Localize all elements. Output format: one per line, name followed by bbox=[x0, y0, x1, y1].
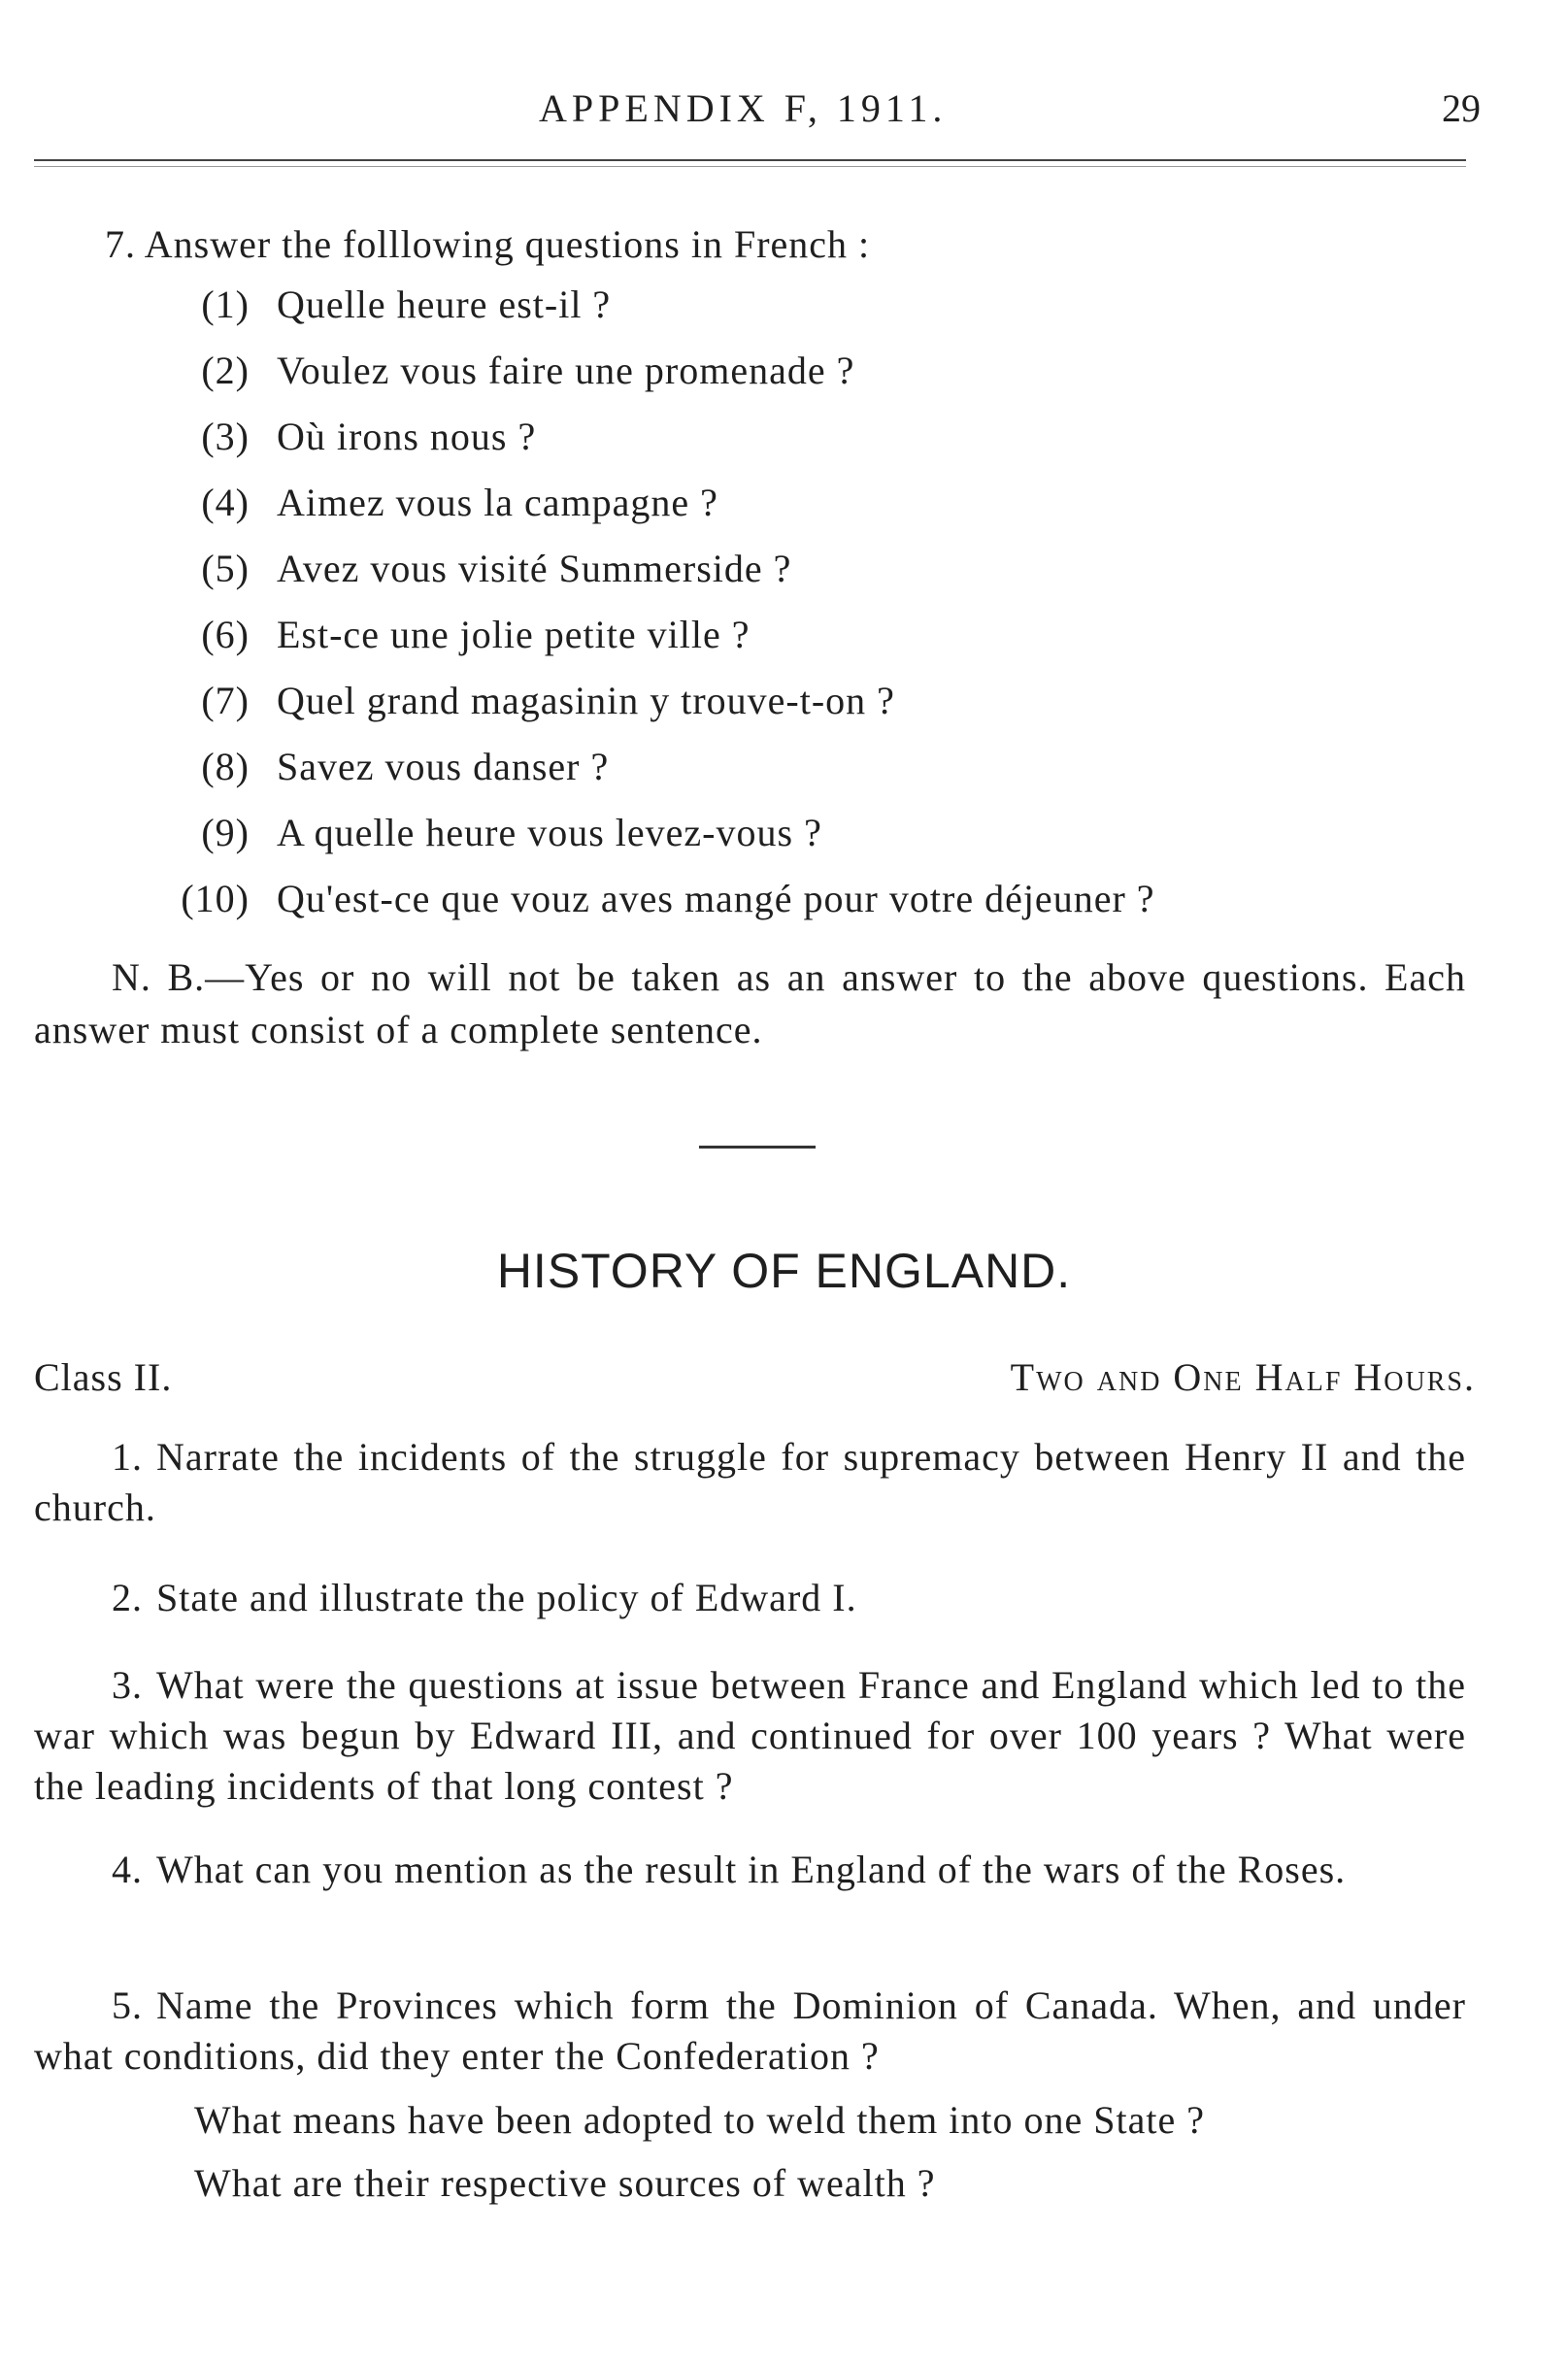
item-number: (5) bbox=[201, 547, 250, 590]
history-question-5 bbox=[34, 1981, 1466, 2082]
item-text: Est-ce une jolie petite ville ? bbox=[277, 613, 751, 656]
list-item bbox=[160, 612, 1155, 678]
list-item bbox=[160, 348, 1155, 414]
item-text: Avez vous visité Summerside ? bbox=[277, 547, 792, 590]
list-item bbox=[160, 546, 1155, 612]
question-number: 4. bbox=[112, 1848, 143, 1891]
class-label: Class II. bbox=[34, 1355, 173, 1399]
list-item bbox=[160, 810, 1155, 876]
section-divider bbox=[699, 1146, 816, 1149]
question-text: Name the Provinces which form the Dominion of Canada. When, and under what conditions, did they enter the Confederation ? bbox=[34, 1983, 1466, 2078]
list-item bbox=[160, 480, 1155, 546]
item-text: Qu'est-ce que vouz aves mangé pour votre déjeuner ? bbox=[277, 877, 1155, 920]
question-7-intro: 7. Answer the folllowing questions in French : bbox=[105, 222, 871, 266]
question-5-sub-1: What means have been adopted to weld them into one State ? bbox=[194, 2098, 1206, 2142]
history-question-1 bbox=[34, 1432, 1466, 1533]
french-questions-list bbox=[160, 282, 1155, 942]
list-item bbox=[160, 678, 1155, 744]
item-text: Aimez vous la campagne ? bbox=[277, 481, 718, 524]
question-number: 2. bbox=[112, 1576, 143, 1619]
running-head: APPENDIX F, 1911. bbox=[539, 86, 948, 130]
header-rule-secondary bbox=[34, 166, 1466, 167]
question-text: State and illustrate the policy of Edward I. bbox=[156, 1576, 857, 1619]
question-5-sub-2: What are their respective sources of wealth ? bbox=[194, 2161, 936, 2205]
list-item bbox=[160, 282, 1155, 348]
item-number: (1) bbox=[201, 283, 250, 326]
item-number: (3) bbox=[201, 415, 250, 458]
list-item bbox=[160, 876, 1155, 942]
item-number: (9) bbox=[201, 811, 250, 854]
history-question-3 bbox=[34, 1660, 1466, 1812]
item-number: (6) bbox=[201, 613, 250, 656]
question-number: 3. bbox=[112, 1663, 143, 1707]
history-question-4 bbox=[34, 1845, 1466, 1895]
item-text: Savez vous danser ? bbox=[277, 745, 610, 788]
item-text: Quelle heure est-il ? bbox=[277, 283, 612, 326]
page-number: 29 bbox=[1442, 86, 1481, 130]
question-text: What were the questions at issue between France and England which led to the war which was begun by Edward III, and continued for over 100 years ? What were the leading incidents of that long contest ? bbox=[34, 1663, 1466, 1808]
item-number: (7) bbox=[201, 679, 250, 722]
question-text: What can you mention as the result in England of the wars of the Roses. bbox=[156, 1848, 1347, 1891]
item-number: (4) bbox=[201, 481, 250, 524]
item-number: (8) bbox=[201, 745, 250, 788]
item-text: A quelle heure vous levez-vous ? bbox=[277, 811, 822, 854]
item-number: (2) bbox=[201, 349, 250, 392]
question-text: Narrate the incidents of the struggle for supremacy between Henry II and the church. bbox=[34, 1435, 1466, 1529]
history-question-2 bbox=[34, 1573, 1466, 1623]
header-rule bbox=[34, 159, 1466, 161]
item-text: Quel grand magasinin y trouve-t-on ? bbox=[277, 679, 895, 722]
exam-duration: Two and One Half Hours. bbox=[1010, 1355, 1476, 1399]
list-item bbox=[160, 744, 1155, 810]
section-title: HISTORY OF ENGLAND. bbox=[496, 1244, 1072, 1298]
question-number: 1. bbox=[112, 1435, 143, 1479]
question-number: 5. bbox=[112, 1983, 143, 2027]
item-number: (10) bbox=[181, 877, 250, 920]
list-item bbox=[160, 414, 1155, 480]
nb-note: N. B.—Yes or no will not be taken as an answer to the above questions. Each answer must consist of a complete sentence. bbox=[34, 955, 1466, 1051]
item-text: Où irons nous ? bbox=[277, 415, 537, 458]
item-text: Voulez vous faire une promenade ? bbox=[277, 349, 855, 392]
